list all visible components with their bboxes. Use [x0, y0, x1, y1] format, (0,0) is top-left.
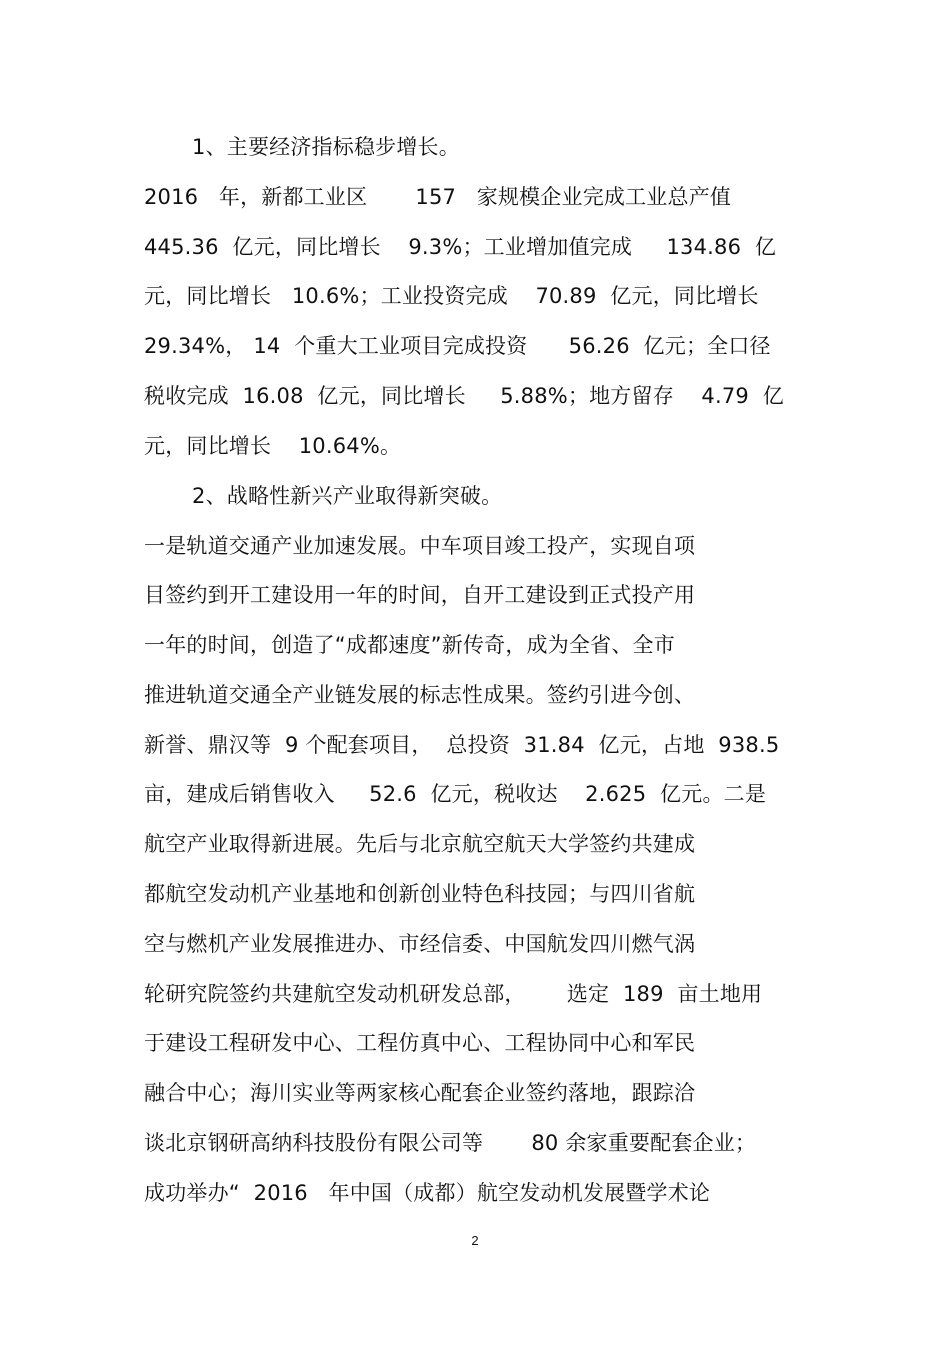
text-line: 445.36 亿元，同比增长 9.3%；工业增加值完成 134.86 亿 — [144, 235, 777, 259]
text-line: 融合中心；海川实业等两家核心配套企业签约落地，跟踪洽 — [144, 1081, 696, 1105]
text-line: 于建设工程研发中心、工程仿真中心、工程协同中心和军民 — [144, 1031, 696, 1055]
text-line: 新誉、鼎汉等 9 个配套项目， 总投资 31.84 亿元，占地 938.5 — [144, 733, 780, 757]
text-line: 推进轨道交通全产业链发展的标志性成果。签约引进今创、 — [144, 683, 696, 707]
text-line: 29.34%， 14 个重大工业项目完成投资 56.26 亿元；全口径 — [144, 334, 771, 358]
text-line: 元，同比增长 10.64%。 — [144, 434, 402, 458]
text-line: 税收完成 16.08 亿元，同比增长 5.88%；地方留存 4.79 亿 — [144, 384, 784, 408]
section-heading-2: 2、战略性新兴产业取得新突破。 — [192, 484, 503, 508]
page-number: 2 — [471, 1233, 479, 1248]
text-line: 航空产业取得新进展。先后与北京航空航天大学签约共建成 — [144, 832, 696, 856]
text-line: 空与燃机产业发展推进办、市经信委、中国航发四川燃气涡 — [144, 932, 696, 956]
text-line: 轮研究院签约共建航空发动机研发总部， 选定 189 亩土地用 — [144, 982, 763, 1006]
text-line: 成功举办“ 2016 年中国（成都）航空发动机发展暨学术论 — [144, 1181, 711, 1205]
text-line: 2016 年，新都工业区 157 家规模企业完成工业总产值 — [144, 185, 732, 209]
text-line: 一年的时间，创造了“成都速度”新传奇，成为全省、全市 — [144, 633, 675, 657]
text-line: 一是轨道交通产业加速发展。中车项目竣工投产，实现自项 — [144, 534, 696, 558]
text-line: 亩，建成后销售收入 52.6 亿元，税收达 2.625 亿元。二是 — [144, 782, 767, 806]
section-heading-1: 1、主要经济指标稳步增长。 — [192, 135, 460, 159]
text-line: 目签约到开工建设用一年的时间，自开工建设到正式投产用 — [144, 583, 696, 607]
text-line: 都航空发动机产业基地和创新创业特色科技园；与四川省航 — [144, 882, 696, 906]
text-line: 谈北京钢研高纳科技股份有限公司等 80 余家重要配套企业； — [144, 1131, 757, 1155]
text-line: 元，同比增长 10.6%；工业投资完成 70.89 亿元，同比增长 — [144, 284, 759, 308]
